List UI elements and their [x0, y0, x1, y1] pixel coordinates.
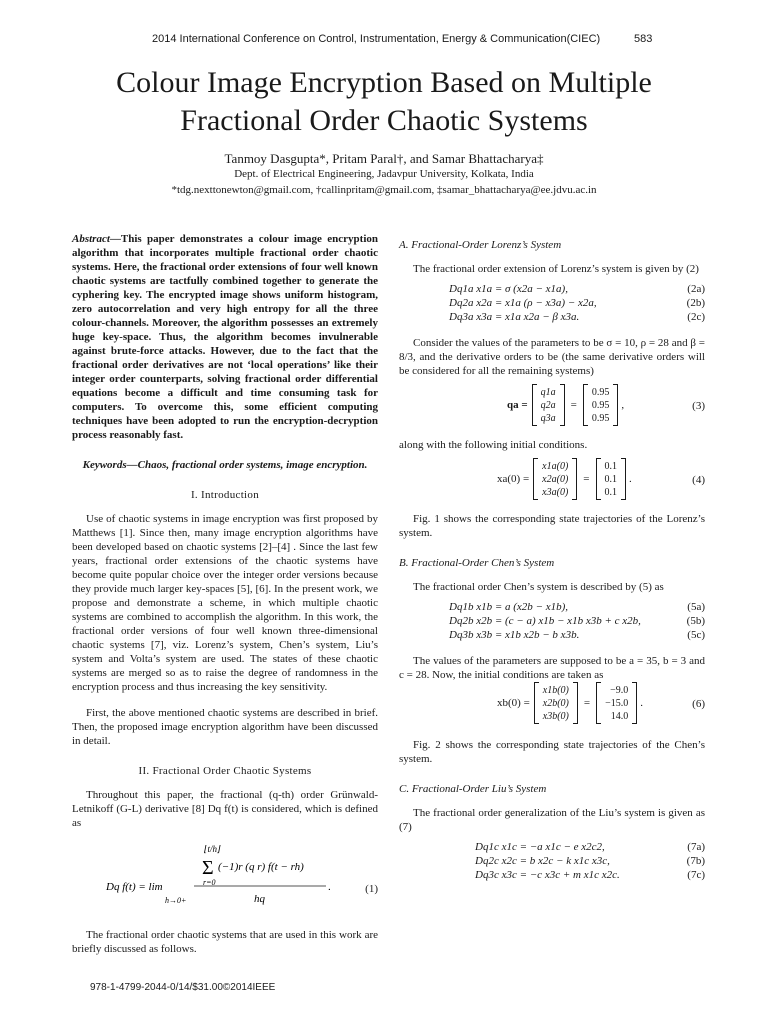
lorenz-paragraph-4: Fig. 1 shows the corresponding state trajectories of the Lorenz’s system. [399, 513, 705, 539]
left-column [72, 232, 378, 956]
equation-5c: Dq3b x3b = x1b x2b − b x3b. (5c) [449, 629, 705, 641]
equation-4 [399, 458, 705, 502]
equation-3 [399, 384, 705, 428]
gl-derivative-formula [72, 840, 378, 916]
eq3-matrix: qa = q1a q2a q3a = 0.95 0.95 0.95 , [507, 384, 624, 426]
authors: Tanmoy Dasgupta*, Pritam Paral†, and Samar Bhattacharya‡ [224, 151, 544, 166]
equation-6 [399, 682, 705, 726]
author-emails: *tdg.nexttonewton@gmail.com, †callinpritam@gmail.com, ‡samar_bhattacharya@ee.jdvu.ac.in [171, 184, 597, 196]
subsection-heading-lorenz: A. Fractional-Order Lorenz’s System [399, 239, 562, 251]
right-column [399, 232, 705, 882]
eq1-lhs: Dq f(t) = lim [106, 881, 163, 893]
section-heading-fractional-order: II. Fractional Order Chaotic Systems [138, 765, 312, 777]
title-line-2: Fractional Order Chaotic Systems [180, 104, 588, 137]
equation-7b: Dq2c x2c = b x2c − k x1c x3c, (7b) [475, 855, 705, 867]
summand: (−1)r (q r) f(t − rh) [218, 861, 304, 873]
intro-paragraph-2: First, the above mentioned chaotic systems are described in brief. Then, the proposed image encryption algorithm have been discussed in detail. [72, 707, 378, 747]
equation-2b: Dq2a x2a = x1a (ρ − x3a) − x2a, (2b) [449, 297, 705, 309]
chen-paragraph-1: The fractional order Chen’s system is described by (5) as [413, 581, 664, 593]
sum-upper-limit: ⌊t/h⌋ [204, 844, 221, 854]
eq3-lhs: qa = [507, 399, 528, 411]
equation-7c: Dq3c x3c = −c x3c + m x1c x2c. (7c) [475, 869, 705, 881]
eq1-number: (1) [365, 883, 378, 895]
equation-1 [72, 840, 378, 916]
abstract [72, 232, 378, 442]
lorenz-paragraph-3: along with the following initial conditions. [399, 439, 588, 451]
keywords: Keywords—Chaos, fractional order systems, image encryption. [82, 459, 368, 471]
lorenz-paragraph-2: Consider the values of the parameters to be σ = 10, ρ = 28 and β = 8/3, and the derivative orders to be (the same derivative orders will be considered for all the remaining systems) [399, 337, 705, 377]
denominator: hq [254, 893, 265, 905]
eq6-number: (6) [692, 698, 705, 710]
sum-lower-limit: r=0 [203, 878, 216, 887]
equals-sign: = [570, 399, 577, 411]
equals-sign: = [583, 697, 591, 709]
abstract-label: Abstract [72, 233, 110, 245]
equation-7a: Dq1c x1c = −a x1c − e x2c2, (7a) [475, 841, 705, 853]
subsection-heading-liu: C. Fractional-Order Liu’s System [399, 783, 547, 795]
running-head [0, 33, 768, 49]
sec2-paragraph-2: The fractional order chaotic systems that are used in this work are briefly discussed as follows. [72, 929, 378, 955]
equals-sign: = [583, 473, 590, 485]
title-line-1: Colour Image Encryption Based on Multiple [116, 66, 652, 99]
eq6-lhs: xb(0) = [497, 697, 530, 709]
page-number: 583 [634, 33, 653, 45]
sec2-paragraph-1: Throughout this paper, the fractional (q-th) order Grünwald-Letnikoff (G-L) derivative [8] Dq f(t) is considered, which is defined as [72, 789, 378, 829]
affiliation: Dept. of Electrical Engineering, Jadavpur University, Kolkata, India [234, 168, 534, 180]
subsection-heading-chen: B. Fractional-Order Chen’s System [399, 557, 555, 569]
eq1-period: . [328, 881, 331, 893]
copyright-footer: 978-1-4799-2044-0/14/$31.00©2014IEEE [90, 982, 276, 993]
equation-5a: Dq1b x1b = a (x2b − x1b), (5a) [449, 601, 705, 613]
liu-paragraph-1: The fractional order generalization of the Liu’s system is given as (7) [399, 807, 705, 833]
eq4-number: (4) [692, 474, 705, 486]
eq3-number: (3) [692, 400, 705, 412]
intro-paragraph-1: Use of chaotic systems in image encryption was first proposed by Matthews [1]. Since then, many image encryption algorithms have been developed based on chaotic systems [2]–[4] . Since the last few years, fractional order extensions of the chaotic systems have become quite popular choice over the integer order versions because they provide much larger key-spaces [5], [6]. In the present work, we propose and demonstrate a scheme, in which multiple chaotic systems are combined to accomplish the algorithm. In this work, the fractional order versions of four well known three-dimensional chaotic systems [7], viz. Lorenz’s system, Chen’s system, Liu’s system and Volta’s system are used. The states of these chaotic systems are merged so as to raise the degree of randomness in the encryption process and thus increasing the key sensitivity. [72, 513, 378, 693]
limit-subscript: h→0+ [165, 896, 187, 905]
section-heading-introduction: I. Introduction [190, 489, 260, 501]
paper-title [40, 64, 728, 140]
abstract-text: —This paper demonstrates a colour image encryption algorithm that incorporates multiple fractional order chaotic systems. Here, the fractional order extensions of four well known chaotic systems are tactfully combined together to generate the cyphering key. The encrypted image shows uniform histogram, zero autocorrelation and very high entropy for all the three colour-channels. Moreover, the algorithm possesses an extremely huge key-space. Thus, the algorithm becomes invulnerable against brute-force attacks. However, due to the fact that the fractional order derivatives are not ‘local operations’ like their integer order counterparts, solving fractional order differential equations become a difficult and time consuming task for computers. To overcome this, some efficient computing techniques have been adopted to run the encryption-decryption process reasonably fast. [72, 233, 378, 441]
equation-2c: Dq3a x3a = x1a x2a − β x3a. (2c) [449, 311, 705, 323]
equation-5b: Dq2b x2b = (c − a) x1b − x1b x3b + c x2b, (5b) [449, 615, 705, 627]
eq4-lhs: xa(0) = [497, 473, 530, 485]
sigma-icon: Σ [202, 857, 214, 879]
conference-name: 2014 International Conference on Control, Instrumentation, Energy & Communication(CIEC) [152, 33, 601, 45]
chen-paragraph-3: Fig. 2 shows the corresponding state trajectories of the Chen’s system. [399, 739, 705, 765]
eq4-matrix: xa(0) = x1a(0) x2a(0) x3a(0) = 0.1 0.1 0.1 . [497, 458, 632, 500]
eq6-matrix: xb(0) = x1b(0) x2b(0) x3b(0) = −9.0 −15.0 14.0 . [497, 682, 643, 724]
lorenz-paragraph-1: The fractional order extension of Lorenz’s system is given by (2) [413, 263, 699, 275]
chen-paragraph-2: The values of the parameters are supposed to be a = 35, b = 3 and c = 28. Now, the initial conditions are taken as [399, 655, 705, 681]
equation-2a: Dq1a x1a = σ (x2a − x1a), (2a) [449, 283, 705, 295]
